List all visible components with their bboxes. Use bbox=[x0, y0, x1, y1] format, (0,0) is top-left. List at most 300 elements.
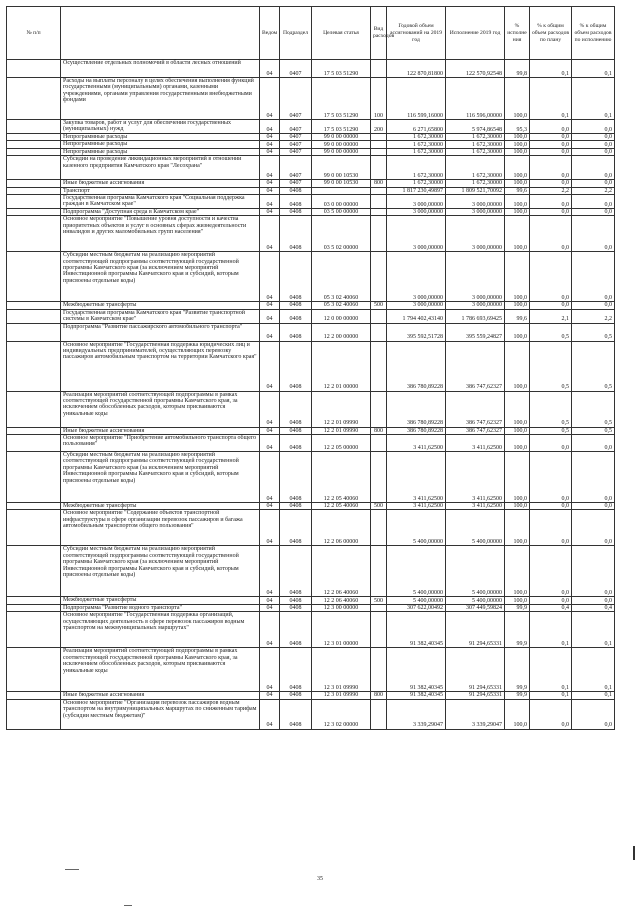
row-plan-cell: 3 000,00000 bbox=[387, 302, 446, 309]
header-razdel: Подраздел bbox=[280, 7, 312, 60]
margin-mark bbox=[65, 869, 79, 870]
row-expense-type-cell: 800 bbox=[371, 180, 387, 187]
row-share-plan-cell: 0,5 bbox=[530, 427, 572, 434]
row-execution-cell: 122 570,92548 bbox=[446, 60, 505, 78]
row-razdel-cell: 0408 bbox=[280, 427, 312, 434]
row-target-article-cell: 17 5 03 51290 bbox=[312, 120, 371, 134]
row-execution-percent-cell: 100,0 bbox=[505, 546, 530, 597]
row-share-execution-cell: 0,0 bbox=[572, 148, 615, 155]
table-row bbox=[7, 208, 615, 215]
header-ved: Ведом bbox=[260, 7, 280, 60]
row-razdel-cell: 0407 bbox=[280, 148, 312, 155]
row-name-cell: Расходы на выплаты персоналу в целях обеспечения выполнения функций государственными (муниципальными) органами, казенными учреждениями, органами управления государственными внебюджетными фондами bbox=[61, 78, 260, 120]
row-execution-cell: 3 000,00000 bbox=[446, 195, 505, 209]
row-plan-cell: 3 411,62500 bbox=[387, 503, 446, 510]
row-share-plan-cell: 0,0 bbox=[530, 252, 572, 302]
row-num-cell bbox=[7, 692, 61, 699]
row-num-cell bbox=[7, 427, 61, 434]
table-header bbox=[7, 7, 615, 60]
table-row bbox=[7, 78, 615, 120]
row-num-cell bbox=[7, 60, 61, 78]
row-num-cell bbox=[7, 252, 61, 302]
row-plan-cell: 386 780,89228 bbox=[387, 391, 446, 427]
row-name-cell: Основное мероприятие "Содержание объектов транспортной инфраструктуры в сфере организации перевозок пассажиров и багажа автомобильным транспортом общего пользования" bbox=[61, 510, 260, 546]
table-row bbox=[7, 604, 615, 611]
row-plan-cell: 122 870,81800 bbox=[387, 60, 446, 78]
row-share-execution-cell: 0,1 bbox=[572, 612, 615, 648]
row-expense-type-cell bbox=[371, 604, 387, 611]
row-target-article-cell: 99 0 00 00000 bbox=[312, 148, 371, 155]
row-num-cell bbox=[7, 187, 61, 194]
row-share-execution-cell: 0,0 bbox=[572, 452, 615, 503]
row-execution-percent-cell: 100,0 bbox=[505, 180, 530, 187]
row-num-cell bbox=[7, 648, 61, 692]
row-share-plan-cell: 0,1 bbox=[530, 692, 572, 699]
row-target-article-cell: 12 2 01 09990 bbox=[312, 427, 371, 434]
row-execution-percent-cell: 100,0 bbox=[505, 141, 530, 148]
row-name-cell: Непрограммные расходы bbox=[61, 134, 260, 141]
row-share-execution-cell: 2,2 bbox=[572, 309, 615, 323]
row-execution-percent-cell: 100,0 bbox=[505, 699, 530, 729]
row-execution-percent-cell: 100,0 bbox=[505, 148, 530, 155]
row-expense-type-cell bbox=[371, 699, 387, 729]
row-num-cell bbox=[7, 323, 61, 341]
row-execution-cell: 5 400,00000 bbox=[446, 510, 505, 546]
row-name-cell: Непрограммные расходы bbox=[61, 141, 260, 148]
row-execution-cell: 307 449,59824 bbox=[446, 604, 505, 611]
row-ved-cell: 04 bbox=[260, 148, 280, 155]
row-share-plan-cell: 0,0 bbox=[530, 302, 572, 309]
row-razdel-cell: 0407 bbox=[280, 180, 312, 187]
row-execution-percent-cell: 100,0 bbox=[505, 503, 530, 510]
row-execution-percent-cell: 100,0 bbox=[505, 216, 530, 252]
header-share-plan: % к общим объем расходов по плану bbox=[530, 7, 572, 60]
row-name-cell: Межбюджетные трансферты bbox=[61, 302, 260, 309]
row-expense-type-cell bbox=[371, 323, 387, 341]
row-execution-cell: 3 411,62500 bbox=[446, 503, 505, 510]
row-razdel-cell: 0408 bbox=[280, 503, 312, 510]
row-num-cell bbox=[7, 141, 61, 148]
row-execution-cell: 3 339,29047 bbox=[446, 699, 505, 729]
row-target-article-cell: 12 3 02 00000 bbox=[312, 699, 371, 729]
row-num-cell bbox=[7, 612, 61, 648]
row-num-cell bbox=[7, 597, 61, 604]
row-plan-cell: 1 672,30000 bbox=[387, 156, 446, 180]
row-ved-cell: 04 bbox=[260, 195, 280, 209]
row-ved-cell: 04 bbox=[260, 60, 280, 78]
row-razdel-cell: 0408 bbox=[280, 692, 312, 699]
row-execution-percent-cell: 100,0 bbox=[505, 195, 530, 209]
row-plan-cell: 1 672,30000 bbox=[387, 141, 446, 148]
row-num-cell bbox=[7, 341, 61, 391]
row-ved-cell: 04 bbox=[260, 546, 280, 597]
row-share-execution-cell: 0,0 bbox=[572, 195, 615, 209]
row-plan-cell: 91 382,40345 bbox=[387, 692, 446, 699]
row-expense-type-cell bbox=[371, 148, 387, 155]
row-plan-cell: 3 000,00000 bbox=[387, 216, 446, 252]
row-expense-type-cell: 500 bbox=[371, 597, 387, 604]
row-execution-percent-cell: 100,0 bbox=[505, 391, 530, 427]
row-razdel-cell: 0407 bbox=[280, 156, 312, 180]
row-ved-cell: 04 bbox=[260, 341, 280, 391]
row-razdel-cell: 0408 bbox=[280, 604, 312, 611]
row-razdel-cell: 0408 bbox=[280, 187, 312, 194]
row-share-execution-cell: 0,0 bbox=[572, 120, 615, 134]
row-expense-type-cell bbox=[371, 309, 387, 323]
row-num-cell bbox=[7, 216, 61, 252]
row-num-cell bbox=[7, 604, 61, 611]
row-share-execution-cell: 0,4 bbox=[572, 604, 615, 611]
row-execution-percent-cell: 99,6 bbox=[505, 309, 530, 323]
row-razdel-cell: 0408 bbox=[280, 216, 312, 252]
table-row bbox=[7, 435, 615, 452]
row-execution-cell: 91 294,65331 bbox=[446, 612, 505, 648]
row-ved-cell: 04 bbox=[260, 699, 280, 729]
row-razdel-cell: 0407 bbox=[280, 60, 312, 78]
row-plan-cell: 395 592,51728 bbox=[387, 323, 446, 341]
row-expense-type-cell: 800 bbox=[371, 427, 387, 434]
row-share-plan-cell: 0,0 bbox=[530, 546, 572, 597]
row-num-cell bbox=[7, 180, 61, 187]
row-name-cell: Осуществление отдельных полномочий в области лесных отношений bbox=[61, 60, 260, 78]
row-share-execution-cell: 0,5 bbox=[572, 391, 615, 427]
row-razdel-cell: 0408 bbox=[280, 323, 312, 341]
row-ved-cell: 04 bbox=[260, 692, 280, 699]
row-target-article-cell: 12 2 05 40060 bbox=[312, 503, 371, 510]
table-row bbox=[7, 427, 615, 434]
row-target-article-cell: 03 0 00 00000 bbox=[312, 195, 371, 209]
row-name-cell: Субсидии местным бюджетам на реализацию мероприятий соответствующей подпрограммы соответствующей государственной программы Камчатского края (за исключением мероприятий Инвестиционной программы Камчатского края и субсидий, которым присвоены отдельные коды) bbox=[61, 546, 260, 597]
row-ved-cell: 04 bbox=[260, 612, 280, 648]
row-ved-cell: 04 bbox=[260, 120, 280, 134]
row-share-plan-cell: 0,0 bbox=[530, 503, 572, 510]
row-ved-cell: 04 bbox=[260, 134, 280, 141]
table-row bbox=[7, 302, 615, 309]
row-execution-cell: 116 596,00000 bbox=[446, 78, 505, 120]
row-execution-percent-cell: 100,0 bbox=[505, 597, 530, 604]
row-plan-cell: 3 000,00000 bbox=[387, 252, 446, 302]
row-ved-cell: 04 bbox=[260, 180, 280, 187]
row-share-plan-cell: 0,0 bbox=[530, 208, 572, 215]
table-row bbox=[7, 503, 615, 510]
row-target-article-cell: 12 2 06 40060 bbox=[312, 546, 371, 597]
row-num-cell bbox=[7, 148, 61, 155]
row-target-article-cell: 03 5 00 00000 bbox=[312, 208, 371, 215]
header-target-article: Целевая статья bbox=[312, 7, 371, 60]
row-expense-type-cell: 200 bbox=[371, 120, 387, 134]
row-name-cell: Основное мероприятие "Организация перевозок пассажиров водным транспортом на внутримуниципальных маршрутах по сниженным тарифам (субсидии местным бюджетам)" bbox=[61, 699, 260, 729]
row-razdel-cell: 0408 bbox=[280, 597, 312, 604]
row-expense-type-cell bbox=[371, 252, 387, 302]
table-row bbox=[7, 156, 615, 180]
row-ved-cell: 04 bbox=[260, 323, 280, 341]
row-share-plan-cell: 0,0 bbox=[530, 699, 572, 729]
row-share-execution-cell: 0,0 bbox=[572, 503, 615, 510]
row-plan-cell: 5 400,00000 bbox=[387, 597, 446, 604]
row-share-execution-cell: 0,0 bbox=[572, 302, 615, 309]
row-target-article-cell: 12 2 01 00000 bbox=[312, 341, 371, 391]
budget-execution-table bbox=[6, 6, 615, 730]
document-page bbox=[6, 6, 615, 730]
row-plan-cell: 116 599,16000 bbox=[387, 78, 446, 120]
row-num-cell bbox=[7, 78, 61, 120]
row-target-article-cell: 12 2 01 09990 bbox=[312, 391, 371, 427]
table-row bbox=[7, 187, 615, 194]
row-expense-type-cell bbox=[371, 546, 387, 597]
table-row bbox=[7, 252, 615, 302]
row-share-execution-cell: 0,0 bbox=[572, 134, 615, 141]
row-plan-cell: 5 400,00000 bbox=[387, 510, 446, 546]
row-num-cell bbox=[7, 120, 61, 134]
row-execution-cell: 91 294,65331 bbox=[446, 648, 505, 692]
row-ved-cell: 04 bbox=[260, 604, 280, 611]
row-execution-cell: 1 672,30000 bbox=[446, 180, 505, 187]
row-share-execution-cell: 0,0 bbox=[572, 216, 615, 252]
row-razdel-cell: 0407 bbox=[280, 120, 312, 134]
row-target-article-cell: 12 0 00 00000 bbox=[312, 309, 371, 323]
row-share-execution-cell: 0,0 bbox=[572, 180, 615, 187]
table-row bbox=[7, 309, 615, 323]
row-target-article-cell: 12 3 01 09990 bbox=[312, 648, 371, 692]
row-name-cell: Государственная программа Камчатского края "Социальная поддержка граждан в Камчатском крае" bbox=[61, 195, 260, 209]
row-num-cell bbox=[7, 134, 61, 141]
row-target-article-cell: 12 3 01 09990 bbox=[312, 692, 371, 699]
row-ved-cell: 04 bbox=[260, 309, 280, 323]
row-name-cell: Межбюджетные трансферты bbox=[61, 503, 260, 510]
table-row bbox=[7, 510, 615, 546]
row-ved-cell: 04 bbox=[260, 391, 280, 427]
row-num-cell bbox=[7, 503, 61, 510]
row-share-execution-cell: 0,0 bbox=[572, 156, 615, 180]
row-share-execution-cell: 0,0 bbox=[572, 510, 615, 546]
row-name-cell: Государственная программа Камчатского края "Развитие транспортной системы в Камчатском крае" bbox=[61, 309, 260, 323]
row-execution-percent-cell: 100,0 bbox=[505, 427, 530, 434]
row-name-cell: Иные бюджетные ассигнования bbox=[61, 427, 260, 434]
row-expense-type-cell bbox=[371, 435, 387, 452]
row-share-plan-cell: 0,0 bbox=[530, 156, 572, 180]
row-razdel-cell: 0407 bbox=[280, 78, 312, 120]
row-share-execution-cell: 0,0 bbox=[572, 252, 615, 302]
row-share-execution-cell: 0,0 bbox=[572, 435, 615, 452]
row-target-article-cell: 12 2 06 40060 bbox=[312, 597, 371, 604]
row-ved-cell: 04 bbox=[260, 435, 280, 452]
row-execution-cell: 3 000,00000 bbox=[446, 216, 505, 252]
header-share-execution: % к общим объем расходов по исполнению bbox=[572, 7, 615, 60]
row-name-cell: Основное мероприятие "Приобретение автомобильного транспорта общего пользования" bbox=[61, 435, 260, 452]
row-plan-cell: 386 780,89228 bbox=[387, 341, 446, 391]
row-plan-cell: 5 400,00000 bbox=[387, 546, 446, 597]
row-razdel-cell: 0407 bbox=[280, 134, 312, 141]
row-share-plan-cell: 0,0 bbox=[530, 216, 572, 252]
row-expense-type-cell bbox=[371, 216, 387, 252]
row-razdel-cell: 0408 bbox=[280, 391, 312, 427]
row-ved-cell: 04 bbox=[260, 252, 280, 302]
row-execution-percent-cell: 100,0 bbox=[505, 341, 530, 391]
row-plan-cell: 1 672,30000 bbox=[387, 148, 446, 155]
table-row bbox=[7, 452, 615, 503]
row-execution-percent-cell: 100,0 bbox=[505, 78, 530, 120]
row-share-plan-cell: 0,0 bbox=[530, 452, 572, 503]
row-ved-cell: 04 bbox=[260, 503, 280, 510]
row-razdel-cell: 0408 bbox=[280, 309, 312, 323]
header-row bbox=[7, 7, 615, 60]
row-share-execution-cell: 0,0 bbox=[572, 208, 615, 215]
table-row bbox=[7, 180, 615, 187]
row-plan-cell: 3 339,29047 bbox=[387, 699, 446, 729]
row-share-plan-cell: 2,2 bbox=[530, 187, 572, 194]
row-share-execution-cell: 0,5 bbox=[572, 427, 615, 434]
row-target-article-cell: 12 3 01 00000 bbox=[312, 612, 371, 648]
row-target-article-cell: 05 3 02 40060 bbox=[312, 302, 371, 309]
row-execution-cell: 5 400,00000 bbox=[446, 597, 505, 604]
table-row bbox=[7, 341, 615, 391]
row-execution-percent-cell: 100,0 bbox=[505, 323, 530, 341]
scan-edge-mark bbox=[633, 846, 635, 860]
row-expense-type-cell: 500 bbox=[371, 503, 387, 510]
table-row bbox=[7, 120, 615, 134]
row-name-cell: Иные бюджетные ассигнования bbox=[61, 180, 260, 187]
table-row bbox=[7, 216, 615, 252]
row-expense-type-cell bbox=[371, 208, 387, 215]
row-target-article-cell: 03 5 02 00000 bbox=[312, 216, 371, 252]
row-execution-percent-cell: 100,0 bbox=[505, 208, 530, 215]
row-execution-percent-cell: 100,0 bbox=[505, 252, 530, 302]
row-ved-cell: 04 bbox=[260, 187, 280, 194]
row-share-plan-cell: 0,5 bbox=[530, 341, 572, 391]
row-execution-cell: 3 411,62500 bbox=[446, 435, 505, 452]
row-ved-cell: 04 bbox=[260, 597, 280, 604]
row-plan-cell: 91 382,40345 bbox=[387, 612, 446, 648]
row-ved-cell: 04 bbox=[260, 216, 280, 252]
row-expense-type-cell bbox=[371, 156, 387, 180]
row-name-cell: Реализация мероприятий соответствующей подпрограммы в рамках соответствующей государственной программы Камчатского края, за исключением обособленных расходов, которым присваиваются уникальные коды bbox=[61, 391, 260, 427]
row-share-execution-cell: 0,0 bbox=[572, 597, 615, 604]
header-execution: Исполнение 2019 год bbox=[446, 7, 505, 60]
row-name-cell: Подпрограмма "Развитие пассажирского автомобильного транспорта" bbox=[61, 323, 260, 341]
table-row bbox=[7, 148, 615, 155]
row-execution-percent-cell: 99,9 bbox=[505, 604, 530, 611]
row-share-plan-cell: 0,0 bbox=[530, 597, 572, 604]
row-num-cell bbox=[7, 302, 61, 309]
row-plan-cell: 1 672,30000 bbox=[387, 180, 446, 187]
row-share-execution-cell: 0,0 bbox=[572, 699, 615, 729]
row-expense-type-cell bbox=[371, 452, 387, 503]
header-name bbox=[61, 7, 260, 60]
row-share-execution-cell: 0,5 bbox=[572, 341, 615, 391]
row-execution-percent-cell: 100,0 bbox=[505, 134, 530, 141]
row-razdel-cell: 0408 bbox=[280, 208, 312, 215]
row-num-cell bbox=[7, 435, 61, 452]
row-num-cell bbox=[7, 510, 61, 546]
row-ved-cell: 04 bbox=[260, 78, 280, 120]
table-row bbox=[7, 692, 615, 699]
row-expense-type-cell bbox=[371, 187, 387, 194]
row-target-article-cell: 99 0 00 10530 bbox=[312, 156, 371, 180]
row-name-cell: Основное мероприятие "Повышение уровня доступности и качества приоритетных объектов и услуг в основных сферах жизнедеятельности инвалидов и других маломобильных групп населения" bbox=[61, 216, 260, 252]
row-share-execution-cell: 2,2 bbox=[572, 187, 615, 194]
row-name-cell: Закупка товаров, работ и услуг для обеспечения государственных (муниципальных) нужд bbox=[61, 120, 260, 134]
row-execution-cell: 386 747,62327 bbox=[446, 341, 505, 391]
row-num-cell bbox=[7, 391, 61, 427]
row-name-cell: Основное мероприятие "Государственная поддержка юридических лиц и индивидуальных предпринимателей, осуществляющих перевозку пассажиров автомобильным транспортом на территории Камчатского края" bbox=[61, 341, 260, 391]
row-execution-percent-cell: 95,3 bbox=[505, 120, 530, 134]
row-plan-cell: 6 271,65800 bbox=[387, 120, 446, 134]
row-num-cell bbox=[7, 699, 61, 729]
row-razdel-cell: 0408 bbox=[280, 252, 312, 302]
row-name-cell: Иные бюджетные ассигнования bbox=[61, 692, 260, 699]
row-execution-cell: 386 747,62327 bbox=[446, 391, 505, 427]
row-plan-cell: 3 411,62500 bbox=[387, 435, 446, 452]
row-execution-percent-cell: 100,0 bbox=[505, 156, 530, 180]
row-expense-type-cell bbox=[371, 60, 387, 78]
row-share-plan-cell: 0,1 bbox=[530, 78, 572, 120]
row-execution-cell: 386 747,62327 bbox=[446, 427, 505, 434]
row-share-plan-cell: 0,5 bbox=[530, 323, 572, 341]
row-plan-cell: 3 000,00000 bbox=[387, 208, 446, 215]
row-expense-type-cell bbox=[371, 391, 387, 427]
row-ved-cell: 04 bbox=[260, 208, 280, 215]
row-num-cell bbox=[7, 195, 61, 209]
row-razdel-cell: 0408 bbox=[280, 341, 312, 391]
row-share-execution-cell: 0,1 bbox=[572, 78, 615, 120]
row-share-plan-cell: 0,5 bbox=[530, 391, 572, 427]
row-num-cell bbox=[7, 156, 61, 180]
row-razdel-cell: 0408 bbox=[280, 302, 312, 309]
row-plan-cell: 3 000,00000 bbox=[387, 195, 446, 209]
row-execution-cell: 3 000,00000 bbox=[446, 302, 505, 309]
row-execution-cell: 91 294,65331 bbox=[446, 692, 505, 699]
row-execution-cell: 1 786 693,69425 bbox=[446, 309, 505, 323]
row-execution-cell: 3 000,00000 bbox=[446, 208, 505, 215]
row-share-plan-cell: 0,1 bbox=[530, 648, 572, 692]
row-share-plan-cell: 0,0 bbox=[530, 180, 572, 187]
row-ved-cell: 04 bbox=[260, 156, 280, 180]
row-plan-cell: 91 382,40345 bbox=[387, 648, 446, 692]
row-share-execution-cell: 0,0 bbox=[572, 141, 615, 148]
row-plan-cell: 3 411,62500 bbox=[387, 452, 446, 503]
row-plan-cell: 1 794 402,43140 bbox=[387, 309, 446, 323]
row-execution-cell: 1 672,30000 bbox=[446, 134, 505, 141]
row-execution-cell: 1 809 521,70092 bbox=[446, 187, 505, 194]
row-expense-type-cell: 800 bbox=[371, 692, 387, 699]
row-execution-percent-cell: 100,0 bbox=[505, 510, 530, 546]
row-name-cell: Транспорт bbox=[61, 187, 260, 194]
row-execution-percent-cell: 99,9 bbox=[505, 692, 530, 699]
table-row bbox=[7, 60, 615, 78]
table-row bbox=[7, 546, 615, 597]
row-target-article-cell: 99 0 00 00000 bbox=[312, 134, 371, 141]
table-row bbox=[7, 141, 615, 148]
row-share-execution-cell: 0,1 bbox=[572, 648, 615, 692]
header-execution-percent: % исполне ния bbox=[505, 7, 530, 60]
row-share-execution-cell: 0,5 bbox=[572, 323, 615, 341]
row-name-cell: Подпрограмма "Развитие водного транспорта" bbox=[61, 604, 260, 611]
row-razdel-cell: 0408 bbox=[280, 648, 312, 692]
row-target-article-cell: 99 0 00 10530 bbox=[312, 180, 371, 187]
row-target-article-cell: 99 0 00 00000 bbox=[312, 141, 371, 148]
table-row bbox=[7, 699, 615, 729]
row-ved-cell: 04 bbox=[260, 141, 280, 148]
row-plan-cell: 307 622,00492 bbox=[387, 604, 446, 611]
row-razdel-cell: 0408 bbox=[280, 435, 312, 452]
table-body bbox=[7, 60, 615, 730]
row-num-cell bbox=[7, 208, 61, 215]
row-name-cell: Субсидии на проведение ликвидационных мероприятий в отношении казенного предприятия Камчатского края "Лесохрана" bbox=[61, 156, 260, 180]
row-execution-cell: 1 672,30000 bbox=[446, 156, 505, 180]
row-execution-percent-cell: 99,8 bbox=[505, 60, 530, 78]
row-razdel-cell: 0408 bbox=[280, 510, 312, 546]
row-execution-percent-cell: 100,0 bbox=[505, 452, 530, 503]
